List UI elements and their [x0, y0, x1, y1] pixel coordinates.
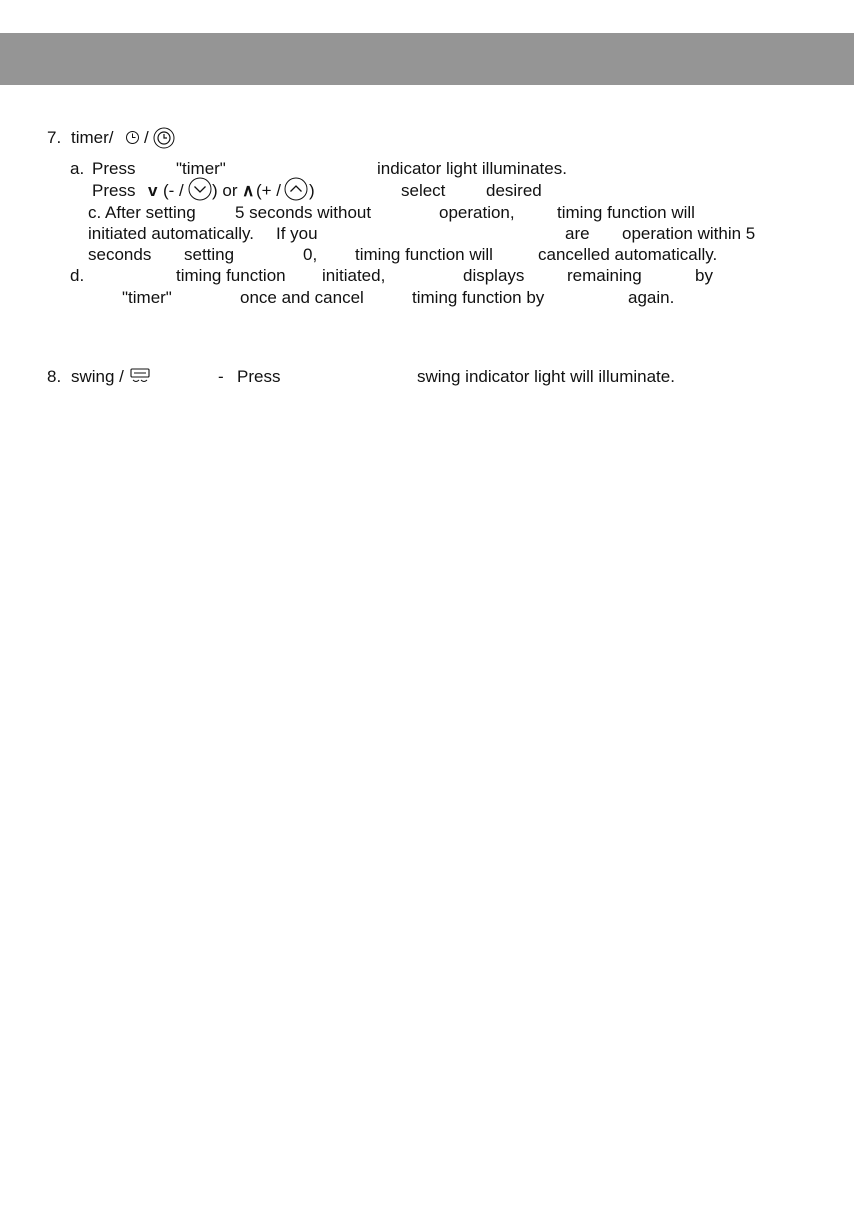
line-c2-ifyou: If you — [276, 224, 318, 243]
line-c3-zero: 0, — [303, 245, 318, 264]
section7-number: 7. — [47, 128, 62, 147]
line-d-displays: displays — [463, 266, 525, 285]
line-d2-timer: "timer" — [122, 288, 172, 307]
line-b-minus: (- / — [163, 181, 184, 200]
line-b-caret: ∧ — [242, 181, 255, 200]
line-d-label: d. — [70, 266, 85, 285]
section7-slash: / — [144, 128, 149, 147]
line-d2-once: once and cancel — [240, 288, 364, 307]
line-a-indicator: indicator light illuminates. — [377, 159, 567, 178]
section8-title: swing / — [71, 367, 124, 386]
line-d2-timing: timing function by — [412, 288, 545, 307]
line-b-close1: ) or — [212, 181, 238, 200]
line-a-timer: "timer" — [176, 159, 226, 178]
line-d-by: by — [695, 266, 713, 285]
line-b-v: v — [148, 181, 158, 200]
line-b-close2: ) — [309, 181, 315, 200]
line-c-5sec: 5 seconds without — [235, 203, 372, 222]
up-button-icon — [284, 177, 308, 201]
section7-title: timer/ — [71, 128, 114, 147]
down-button-icon — [188, 177, 212, 201]
line-c3-seconds: seconds — [88, 245, 152, 264]
line-d-timing: timing function — [176, 266, 286, 285]
line-c3-timing: timing function will — [355, 245, 493, 264]
line-a-press: Press — [92, 159, 136, 178]
line-d2-again: again. — [628, 288, 675, 307]
line-b-plus: (+ / — [256, 181, 282, 200]
swing-icon — [130, 368, 150, 385]
section8-number: 8. — [47, 367, 62, 386]
section8-dash: - — [218, 367, 224, 386]
line-c2-opwithin: operation within 5 — [622, 224, 756, 243]
line-c2-initiated: initiated automatically. — [88, 224, 254, 243]
line-c2-are: are — [565, 224, 590, 243]
line-b-press: Press — [92, 181, 136, 200]
line-b-select: select — [401, 181, 446, 200]
line-c-timing: timing function will — [557, 203, 695, 222]
line-d-initiated: initiated, — [322, 266, 386, 285]
section8-press: Press — [237, 367, 281, 386]
line-c-after: c. After setting — [88, 203, 196, 222]
line-d-remaining: remaining — [567, 266, 642, 285]
section8-indicator: swing indicator light will illuminate. — [417, 367, 675, 386]
line-c-operation: operation, — [439, 203, 515, 222]
line-c3-setting: setting — [184, 245, 235, 264]
line-c3-cancelled: cancelled automatically. — [538, 245, 718, 264]
line-a-label: a. — [70, 159, 85, 178]
line-b-desired: desired — [486, 181, 542, 200]
timer-button-icon — [153, 127, 175, 149]
header-bar — [0, 33, 854, 85]
timer-clock-icon — [125, 130, 140, 145]
